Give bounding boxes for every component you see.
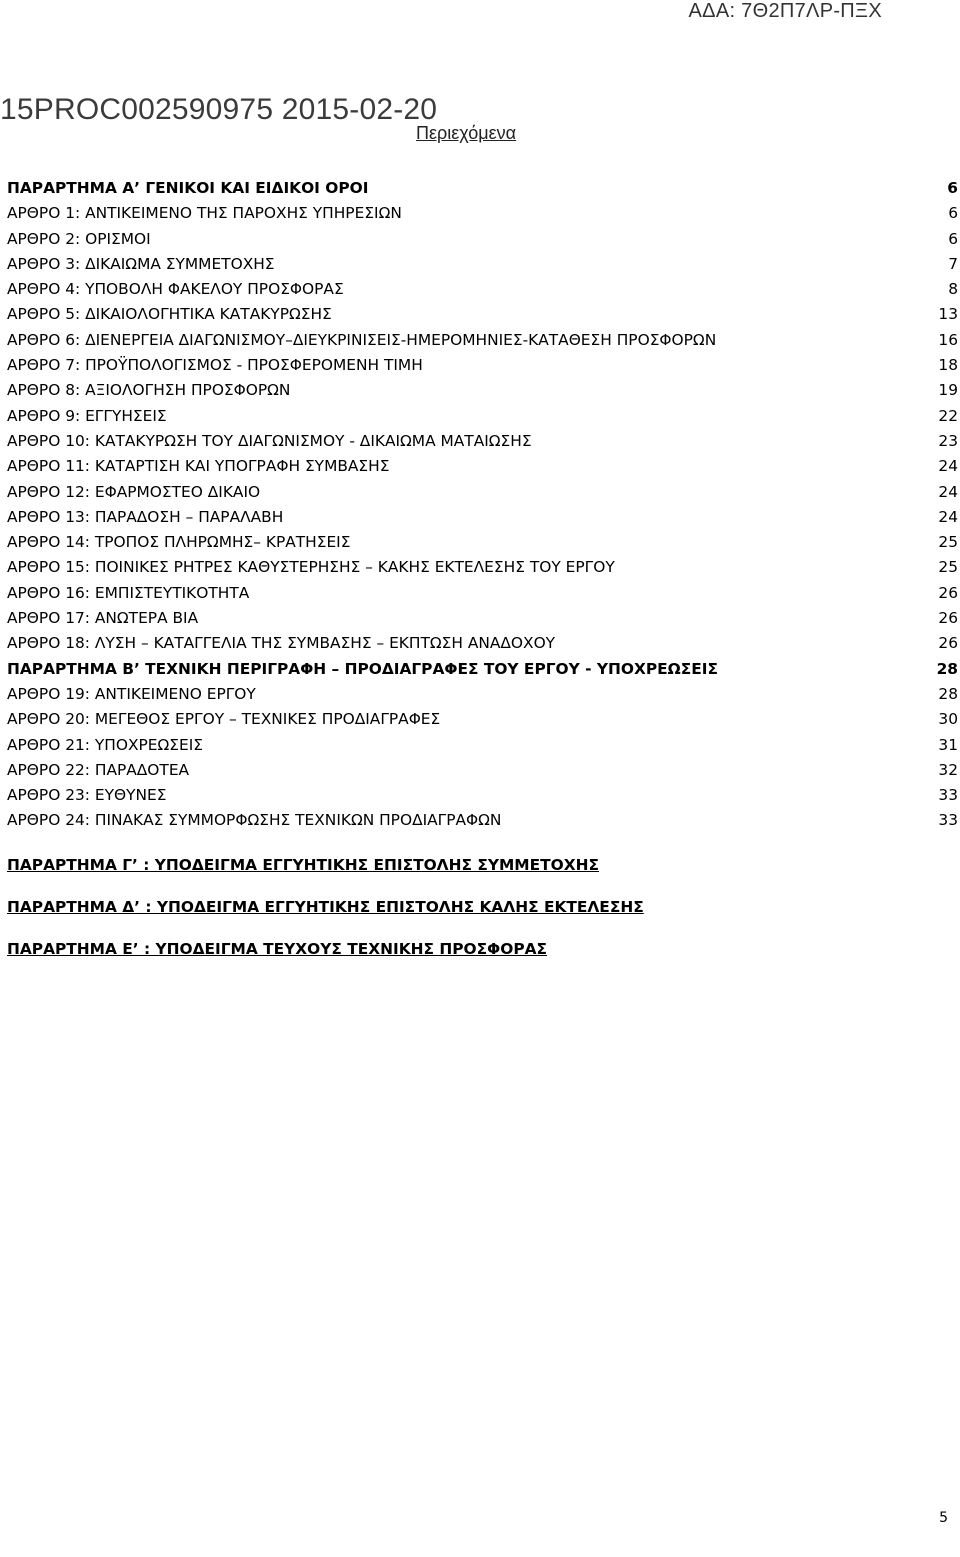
toc-entry-page: 26: [938, 583, 958, 602]
toc-entry-title: ΑΡΘΡΟ 9: ΕΓΓΥΗΣΕΙΣ: [7, 406, 167, 425]
toc-entry-title: ΑΡΘΡΟ 10: ΚΑΤΑΚΥΡΩΣΗ ΤΟΥ ΔΙΑΓΩΝΙΣΜΟΥ - ΔΙΚΑΙΩΜΑ ΜΑΤΑΙΩΣΗΣ: [7, 431, 532, 450]
toc-entry-page: 25: [938, 533, 958, 552]
toc-entry[interactable]: [7, 581, 960, 606]
toc-entry[interactable]: [7, 758, 960, 783]
toc-entry[interactable]: [7, 480, 960, 505]
toc-entry-title: ΑΡΘΡΟ 22: ΠΑΡΑΔΟΤΕΑ: [7, 760, 190, 779]
toc-entry-page: 31: [938, 735, 958, 754]
toc-entry-page: 16: [938, 330, 958, 349]
toc-entry[interactable]: [7, 227, 960, 252]
toc-entry-title: ΑΡΘΡΟ 20: ΜΕΓΕΘΟΣ ΕΡΓΟΥ – ΤΕΧΝΙΚΕΣ ΠΡΟΔΙΑΓΡΑΦΕΣ: [7, 710, 441, 729]
toc-entry-title: ΑΡΘΡΟ 19: ΑΝΤΙΚΕΙΜΕΝΟ ΕΡΓΟΥ: [7, 684, 256, 703]
toc-entry[interactable]: [7, 657, 960, 682]
toc-entry-page: 22: [938, 406, 958, 425]
toc-entry-title: ΑΡΘΡΟ 21: ΥΠΟΧΡΕΩΣΕΙΣ: [7, 735, 203, 754]
appendix-title: ΠΑΡΑΡΤΗΜΑ Γ’ : ΥΠΟΔΕΙΓΜΑ ΕΓΓΥΗΤΙΚΗΣ ΕΠΙΣΤΟΛΗΣ ΣΥΜΜΕΤΟΧΗΣ: [7, 856, 599, 874]
toc-entry-page: 8: [948, 280, 958, 299]
toc-entry-page: 24: [938, 457, 958, 476]
toc-entry-page: 23: [938, 431, 958, 450]
toc-entry[interactable]: [7, 353, 960, 378]
table-of-contents: [7, 176, 960, 834]
toc-entry-page: 24: [938, 482, 958, 501]
toc-entry[interactable]: [7, 429, 960, 454]
toc-entry[interactable]: [7, 707, 960, 732]
document-id: 15PROC002590975 2015-02-20: [0, 93, 438, 126]
toc-entry-title: ΑΡΘΡΟ 4: ΥΠΟΒΟΛΗ ΦΑΚΕΛΟΥ ΠΡΟΣΦΟΡΑΣ: [7, 280, 344, 299]
toc-entry-title: ΑΡΘΡΟ 14: ΤΡΟΠΟΣ ΠΛΗΡΩΜΗΣ– ΚΡΑΤΗΣΕΙΣ: [7, 533, 351, 552]
toc-entry-title: ΑΡΘΡΟ 17: ΑΝΩΤΕΡΑ ΒΙΑ: [7, 609, 199, 628]
toc-entry-title: ΠΑΡΑΡΤΗΜΑ Α’ ΓΕΝΙΚΟΙ ΚΑΙ ΕΙΔΙΚΟΙ ΟΡΟΙ: [7, 179, 369, 197]
toc-entry-title: ΑΡΘΡΟ 18: ΛΥΣΗ – ΚΑΤΑΓΓΕΛΙΑ ΤΗΣ ΣΥΜΒΑΣΗΣ – ΕΚΠΤΩΣΗ ΑΝΑΔΟΧΟΥ: [7, 634, 556, 653]
toc-entry-page: 33: [938, 786, 958, 805]
toc-entry[interactable]: [7, 783, 960, 808]
toc-entry-title: ΑΡΘΡΟ 13: ΠΑΡΑΔΟΣΗ – ΠΑΡΑΛΑΒΗ: [7, 507, 284, 526]
toc-entry[interactable]: [7, 404, 960, 429]
toc-entry[interactable]: [7, 454, 960, 479]
toc-entry-page: 28: [936, 659, 958, 678]
toc-entry[interactable]: [7, 302, 960, 327]
toc-entry-title: ΑΡΘΡΟ 16: ΕΜΠΙΣΤΕΥΤΙΚΟΤΗΤΑ: [7, 583, 250, 602]
toc-entry-page: 7: [948, 254, 958, 273]
toc-entry-page: 13: [938, 305, 958, 324]
toc-entry-title: ΑΡΘΡΟ 12: ΕΦΑΡΜΟΣΤΕΟ ΔΙΚΑΙΟ: [7, 482, 261, 501]
toc-entry-title: ΑΡΘΡΟ 11: ΚΑΤΑΡΤΙΣΗ ΚΑΙ ΥΠΟΓΡΑΦΗ ΣΥΜΒΑΣΗΣ: [7, 457, 390, 476]
toc-entry-page: 24: [938, 507, 958, 526]
toc-entry[interactable]: [7, 277, 960, 302]
toc-entry[interactable]: [7, 606, 960, 631]
toc-entry[interactable]: [7, 682, 960, 707]
toc-entry-page: 6: [947, 179, 958, 197]
toc-entry-title: ΑΡΘΡΟ 15: ΠΟΙΝΙΚΕΣ ΡΗΤΡΕΣ ΚΑΘΥΣΤΕΡΗΣΗΣ – ΚΑΚΗΣ ΕΚΤΕΛΕΣΗΣ ΤΟΥ ΕΡΓΟΥ: [7, 558, 615, 577]
toc-entry-page: 6: [948, 229, 958, 248]
toc-entry[interactable]: [7, 555, 960, 580]
toc-entry-title: ΑΡΘΡΟ 1: ΑΝΤΙΚΕΙΜΕΝΟ ΤΗΣ ΠΑΡΟΧΗΣ ΥΠΗΡΕΣΙΩΝ: [7, 204, 402, 223]
toc-entry-page: 33: [938, 811, 958, 830]
toc-entry[interactable]: [7, 733, 960, 758]
toc-entry[interactable]: [7, 252, 960, 277]
toc-entry-page: 18: [938, 356, 958, 375]
toc-entry-page: 28: [938, 684, 958, 703]
toc-entry-title: ΑΡΘΡΟ 8: ΑΞΙΟΛΟΓΗΣΗ ΠΡΟΣΦΟΡΩΝ: [7, 381, 291, 400]
toc-entry[interactable]: [7, 530, 960, 555]
toc-entry-page: 6: [948, 204, 958, 223]
toc-entry[interactable]: [7, 505, 960, 530]
contents-title[interactable]: Περιεχόμενα: [416, 123, 517, 143]
toc-entry-title: ΑΡΘΡΟ 3: ΔΙΚΑΙΩΜΑ ΣΥΜΜΕΤΟΧΗΣ: [7, 254, 275, 273]
toc-entry-title: ΠΑΡΑΡΤΗΜΑ Β’ ΤΕΧΝΙΚΗ ΠΕΡΙΓΡΑΦΗ – ΠΡΟΔΙΑΓΡΑΦΕΣ ΤΟΥ ΕΡΓΟΥ - ΥΠΟΧΡΕΩΣΕΙΣ: [7, 659, 718, 678]
toc-entry[interactable]: [7, 176, 960, 201]
appendix-title: ΠΑΡΑΡΤΗΜΑ Ε’ : ΥΠΟΔΕΙΓΜΑ ΤΕΥΧΟΥΣ ΤΕΧΝΙΚΗΣ ΠΡΟΣΦΟΡΑΣ: [7, 940, 548, 958]
toc-entry-title: ΑΡΘΡΟ 23: ΕΥΘΥΝΕΣ: [7, 786, 167, 805]
toc-entry-title: ΑΡΘΡΟ 2: ΟΡΙΣΜΟΙ: [7, 229, 151, 248]
toc-entry-page: 32: [938, 760, 958, 779]
toc-entry-title: ΑΡΘΡΟ 6: ΔΙΕΝΕΡΓΕΙΑ ΔΙΑΓΩΝΙΣΜΟΥ–ΔΙΕΥΚΡΙΝΙΣΕΙΣ-ΗΜΕΡΟΜΗΝΙΕΣ-ΚΑΤΑΘΕΣΗ ΠΡΟΣΦΟΡΩΝ: [7, 330, 717, 349]
toc-entry-page: 30: [938, 710, 958, 729]
ada-code: ΑΔΑ: 7Θ2Π7ΛΡ-ΠΞΧ: [688, 0, 882, 22]
toc-entry[interactable]: [7, 201, 960, 226]
toc-entry-page: 25: [938, 558, 958, 577]
toc-entry[interactable]: [7, 328, 960, 353]
toc-entry-page: 26: [938, 634, 958, 653]
appendix-list: [7, 854, 644, 980]
toc-entry[interactable]: [7, 378, 960, 403]
toc-entry-page: 26: [938, 609, 958, 628]
toc-entry[interactable]: [7, 631, 960, 656]
toc-entry[interactable]: [7, 808, 960, 833]
toc-entry-title: ΑΡΘΡΟ 7: ΠΡΟΫΠΟΛΟΓΙΣΜΟΣ - ΠΡΟΣΦΕΡΟΜΕΝΗ ΤΙΜΗ: [7, 356, 423, 375]
toc-entry-title: ΑΡΘΡΟ 24: ΠΙΝΑΚΑΣ ΣΥΜΜΟΡΦΩΣΗΣ ΤΕΧΝΙΚΩΝ ΠΡΟΔΙΑΓΡΑΦΩΝ: [7, 811, 502, 830]
appendix-title: ΠΑΡΑΡΤΗΜΑ Δ’ : ΥΠΟΔΕΙΓΜΑ ΕΓΓΥΗΤΙΚΗΣ ΕΠΙΣΤΟΛΗΣ ΚΑΛΗΣ ΕΚΤΕΛΕΣΗΣ: [7, 898, 644, 916]
toc-entry-title: ΑΡΘΡΟ 5: ΔΙΚΑΙΟΛΟΓΗΤΙΚΑ ΚΑΤΑΚΥΡΩΣΗΣ: [7, 305, 332, 324]
toc-entry-page: 19: [938, 381, 958, 400]
page-number: 5: [939, 1510, 948, 1526]
